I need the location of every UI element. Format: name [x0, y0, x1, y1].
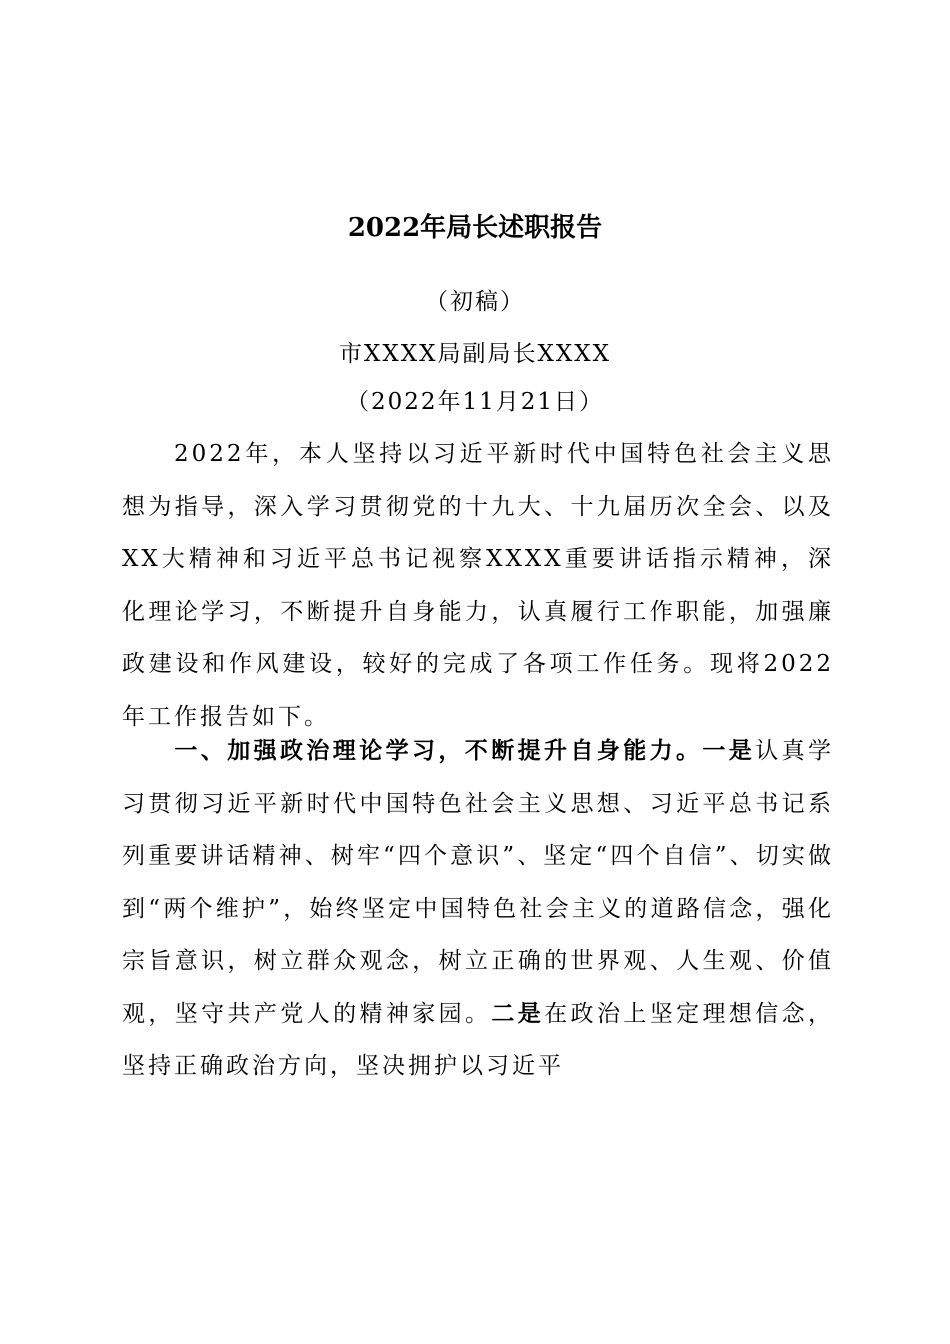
document-title: 2022年局长述职报告 [347, 213, 603, 243]
point-one-label: 一是 [702, 737, 756, 764]
point-one-text: 认真学习贯彻习近平新时代中国特色社会主义思想、习近平总书记系列重要讲话精神、树牢“四个意识”、坚定“四个自信”、切实做到“两个维护”，始终坚定中国特色社会主义的道路信念，强化宗旨意识，树立群众观念，树立正确的世界观、人生观、价值观，坚守共产党人的精神家园。 [122, 738, 835, 1027]
intro-paragraph-text: 2022年，本人坚持以习近平新时代中国特色社会主义思想为指导，深入学习贯彻党的十九大、十九届历次全会、以及XX大精神和习近平总书记视察XXXX重要讲话指示精神，深化理论学习，不断提升自身能力，认真履行工作职能，加强廉政建设和作风建设，较好的完成了各项工作任务。现将2022年工作报告如下。 [122, 441, 834, 730]
draft-note: （初稿） [425, 289, 525, 315]
author-byline: 市XXXX局副局长XXXX [339, 341, 611, 367]
intro-paragraph [122, 428, 834, 743]
point-two-text: 在政治上坚定理想信念，坚持正确政治方向，坚决拥护以习近平 [122, 1000, 835, 1079]
section-one-heading: 一、加强政治理论学习，不断提升自身能力。 [174, 737, 703, 764]
point-two-label: 二是 [491, 999, 545, 1027]
date-line: （2022年11月21日） [345, 389, 605, 415]
section-one-paragraph [122, 725, 834, 1093]
